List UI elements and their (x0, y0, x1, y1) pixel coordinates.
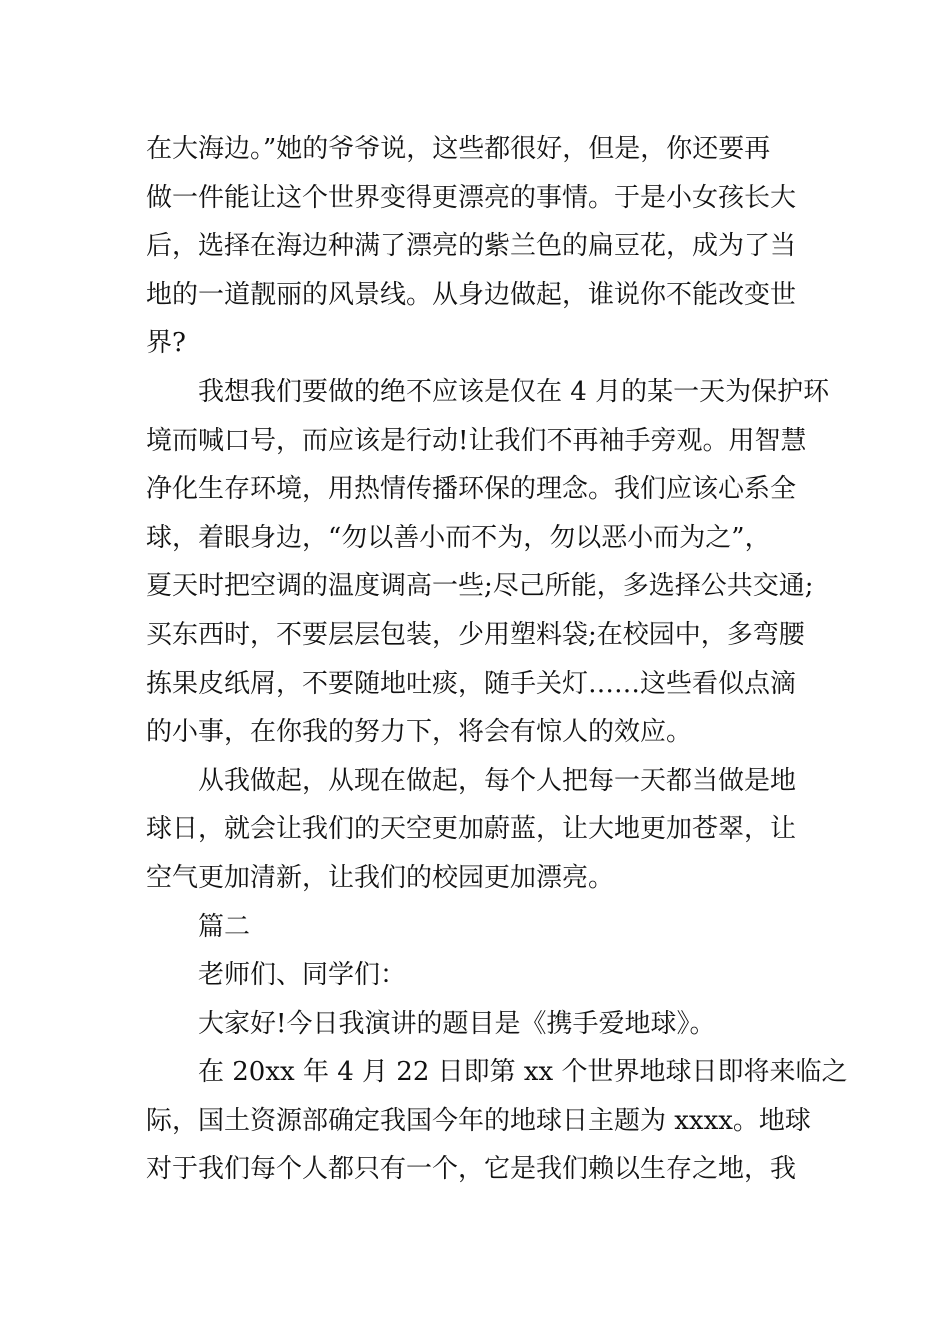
text-line: 对于我们每个人都只有一个，它是我们赖以生存之地，我 (146, 1154, 797, 1185)
text-line: 净化生存环境，用热情传播环保的理念。我们应该心系全 (146, 474, 797, 505)
document-body (146, 125, 848, 1194)
text-line: 在大海边。”她的爷爷说，这些都很好，但是，你还要再 (146, 134, 771, 164)
section-heading: 篇二 (198, 911, 251, 942)
text-line: 后，选择在海边种满了漂亮的紫兰色的扁豆花，成为了当 (146, 231, 797, 262)
text-line: 空气更加清新，让我们的校园更加漂亮。 (146, 862, 615, 893)
text-line: 买东西时，不要层层包装，少用塑料袋;在校园中，多弯腰 (146, 619, 805, 650)
text-line: 拣果皮纸屑，不要随地吐痰，随手关灯……这些看似点滴 (146, 668, 797, 699)
paragraph-start-line: 大家好!今日我演讲的题目是《携手爱地球》。 (198, 1008, 716, 1039)
text-line: 球日，就会让我们的天空更加蔚蓝，让大地更加苍翠，让 (146, 814, 797, 845)
text-line: 的小事，在你我的努力下，将会有惊人的效应。 (146, 717, 693, 748)
text-line: 界? (146, 328, 186, 359)
text-line: 球，着眼身边，“勿以善小而不为，勿以恶小而为之”， (146, 522, 771, 553)
text-line: 际，国土资源部确定我国今年的地球日主题为 xxxx。地球 (146, 1105, 811, 1136)
paragraph-start-line: 我想我们要做的绝不应该是仅在 4 月的某一天为保护环 (198, 376, 830, 407)
paragraph-start-line: 从我做起，从现在做起，每个人把每一天都当做是地 (198, 765, 797, 796)
text-line: 夏天时把空调的温度调高一些;尽己所能，多选择公共交通; (146, 571, 814, 602)
text-line: 做一件能让这个世界变得更漂亮的事情。于是小女孩长大 (146, 182, 797, 213)
text-line: 境而喊口号，而应该是行动!让我们不再袖手旁观。用智慧 (146, 425, 807, 456)
paragraph-start-line: 在 20xx 年 4 月 22 日即第 xx 个世界地球日即将来临之 (198, 1057, 848, 1088)
text-line: 地的一道靓丽的风景线。从身边做起，谁说你不能改变世 (146, 279, 797, 310)
greeting-line: 老师们、同学们： (198, 960, 407, 991)
